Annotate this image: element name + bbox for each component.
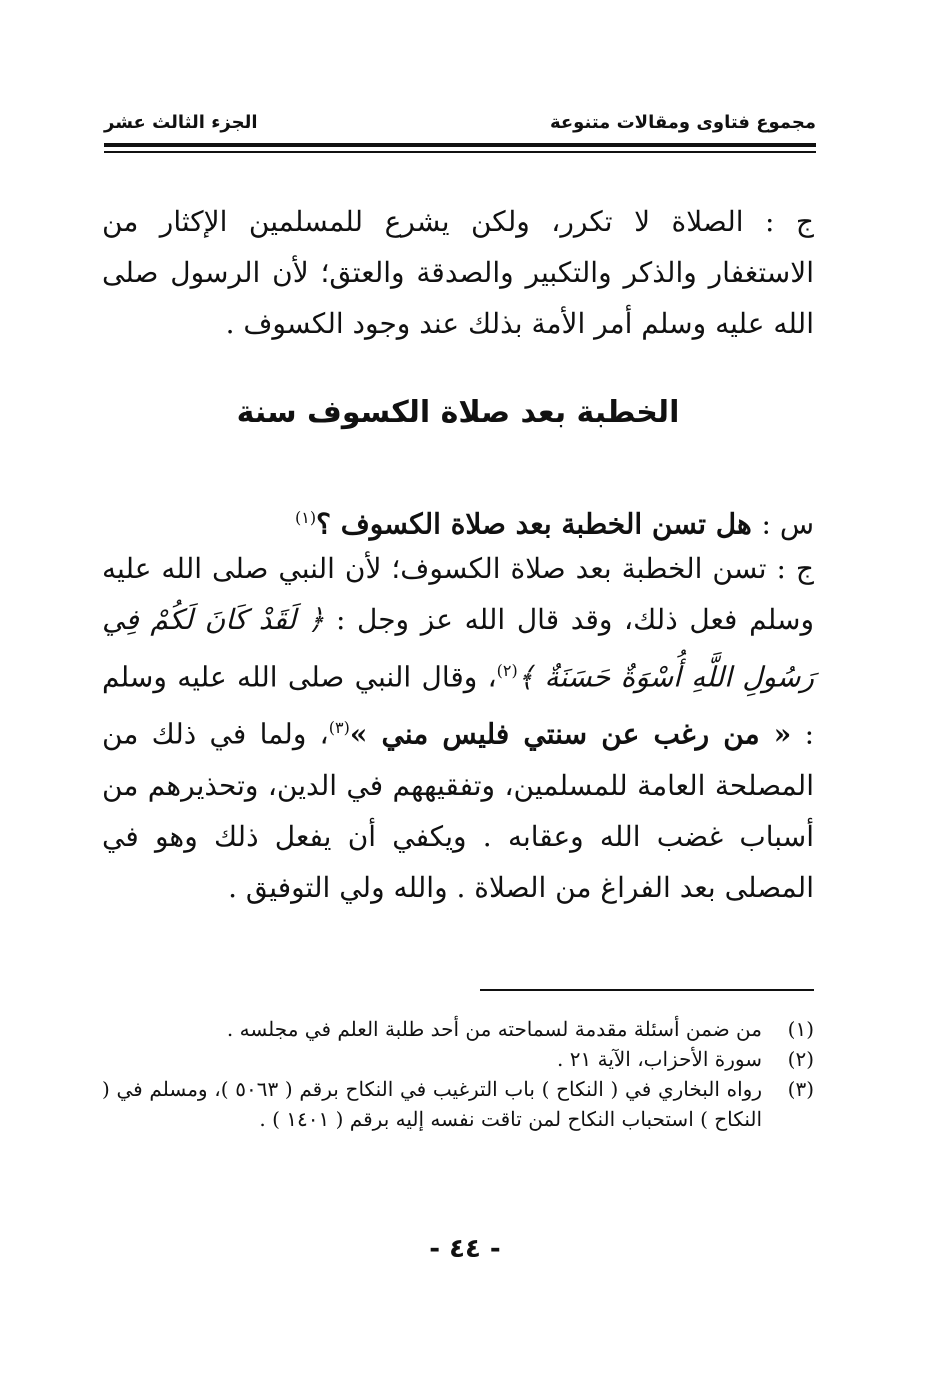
answer-text-part2: ، وقال النبي صلى الله عليه وسلم :: [102, 660, 815, 751]
footnote-item: [102, 1014, 814, 1044]
footnotes: [102, 1014, 814, 1134]
footnote-number: (٢): [787, 1047, 814, 1071]
footnote-ref-3: (٣): [328, 718, 350, 738]
question-marker: س :: [761, 507, 814, 541]
header-rule-thin: [104, 151, 816, 153]
footnote-text: من ضمن أسئلة مقدمة لسماحته من أحد طلبة العلم في مجلسه .: [226, 1017, 762, 1041]
answer-text-part1: ج : تسن الخطبة بعد صلاة الكسوف؛ لأن النبي صلى الله عليه وسلم فعل ذلك، وقد قال الله عز وجل :: [102, 552, 814, 636]
footnote-item: [102, 1044, 814, 1074]
footnote-text: سورة الأحزاب، الآية ٢١ .: [557, 1047, 762, 1071]
footnote-text: رواه البخاري في ( النكاح ) باب الترغيب في النكاح برقم ( ٥٠٦٣ )، ومسلم في ( النكاح ) استحباب النكاح لمن تاقت نفسه إليه برقم ( ١٤٠١ ) .: [102, 1077, 763, 1131]
book-title: مجموع فتاوى ومقالات متنوعة: [549, 112, 816, 133]
footnote-number: (١): [787, 1017, 814, 1041]
footnote-ref-1: (١): [295, 508, 317, 527]
volume-label: الجزء الثالث عشر: [104, 112, 258, 133]
answer-paragraph: [102, 543, 814, 913]
page-number: - ٤٤ -: [429, 1234, 501, 1264]
answer-text-part3: ، ولما في ذلك من المصلحة العامة للمسلمين، وتفقيههم في الدين، وتحذيرهم من أسباب غضب الله وعقابه . ويكفي أن يفعل ذلك وهو في المصلى بعد الفراغ من الصلاة . والله ولي التوفيق .: [102, 717, 814, 904]
quran-verse: ﴿ لَقَدْ كَانَ لَكُمْ فِي رَسُولِ اللَّهِ أُسْوَةٌ حَسَنَةٌ ﴾: [102, 603, 814, 694]
question-paragraph: [102, 492, 814, 549]
header-rule-thick: [104, 143, 816, 147]
footnote-ref-2: (٢): [496, 661, 518, 680]
footnote-number: (٣): [787, 1077, 814, 1101]
running-header: [104, 112, 816, 142]
section-heading: الخطبة بعد صلاة الكسوف سنة: [236, 395, 680, 430]
footnote-item: [102, 1074, 814, 1134]
paragraph-answer-1: ج : الصلاة لا تكرر، ولكن يشرع للمسلمين الإكثار من الاستغفار والذكر والتكبير والصدقة والعتق؛ لأن الرسول صلى الله عليه وسلم أمر الأمة بذلك عند وجود الكسوف .: [102, 205, 814, 340]
question-text: هل تسن الخطبة بعد صلاة الكسوف ؟: [316, 507, 752, 541]
footnote-separator: [480, 989, 814, 991]
hadith-quote: « من رغب عن سنتي فليس مني »: [349, 717, 792, 751]
